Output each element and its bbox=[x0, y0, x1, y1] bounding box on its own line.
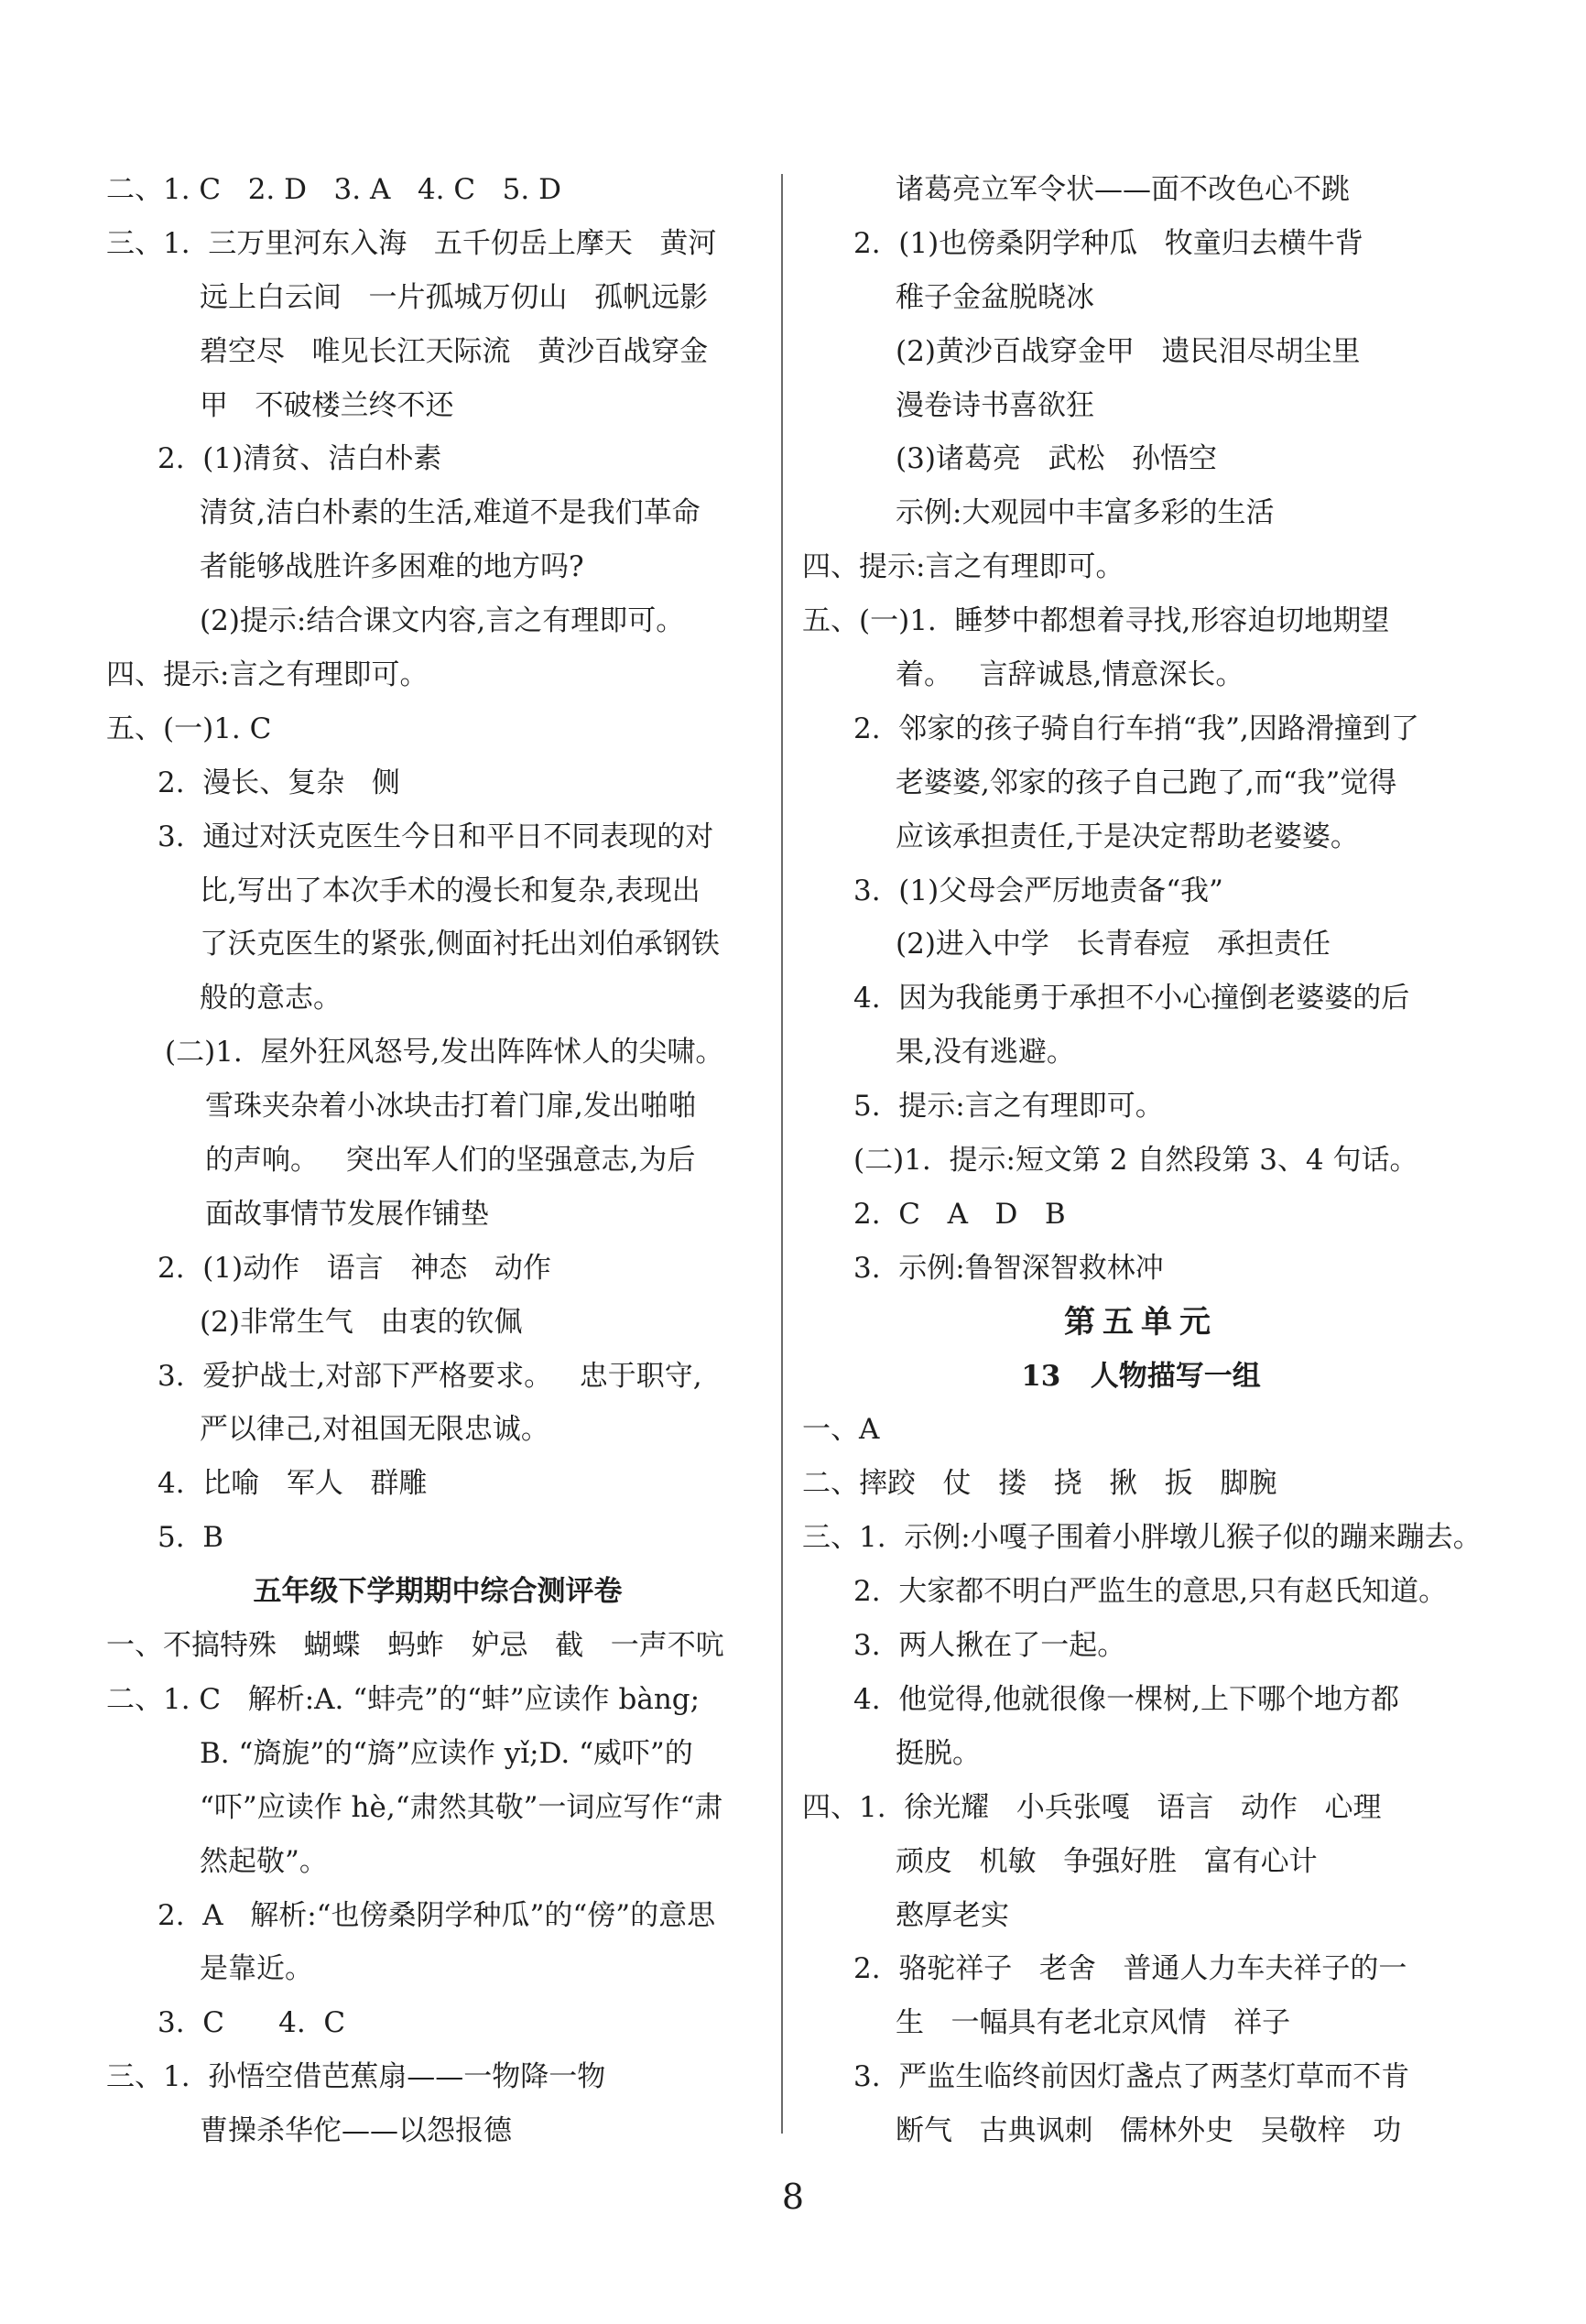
answer-line: 2. 骆驼祥子 老舍 普通人力车夫祥子的一 bbox=[853, 1952, 1407, 1986]
answer-line: (3)诸葛亮 武松 孙悟空 bbox=[896, 442, 1218, 476]
answer-line: 3. C 4. C bbox=[158, 2006, 346, 2040]
answer-line: 3. 示例:鲁智深智救林冲 bbox=[853, 1251, 1164, 1285]
answer-line: 般的意志。 bbox=[200, 982, 342, 1015]
answer-line: 4. 比喻 军人 群雕 bbox=[158, 1467, 428, 1501]
answer-line: 四、提示:言之有理即可。 bbox=[802, 550, 1124, 584]
left-column bbox=[106, 163, 769, 2158]
answer-line: 2. C A D B bbox=[853, 1197, 1066, 1231]
answer-line: 4. 他觉得,他就很像一棵树,上下哪个地方都 bbox=[853, 1682, 1399, 1716]
answer-line: 二、1. C 解析:A. “蚌壳”的“蚌”应读作 bàng; bbox=[106, 1682, 701, 1716]
answer-line: 比,写出了本次手术的漫长和复杂,表现出 bbox=[200, 874, 701, 907]
answer-line: 4. 因为我能勇于承担不小心撞倒老婆婆的后 bbox=[853, 982, 1410, 1015]
answer-line: (二)1. 屋外狂风怒号,发出阵阵怵人的尖啸。 bbox=[165, 1036, 724, 1070]
answer-line: “吓”应读作 hè,“肃然其敬”一词应写作“肃 bbox=[200, 1790, 723, 1824]
answer-line: 2. 邻家的孩子骑自行车捎“我”,因路滑撞到了 bbox=[853, 711, 1419, 745]
answer-line: (2)提示:结合课文内容,言之有理即可。 bbox=[200, 604, 685, 638]
answer-line: 3. 严监生临终前因灯盏点了两茎灯草而不肯 bbox=[853, 2060, 1410, 2094]
answer-line: 憨厚老实 bbox=[896, 1898, 1009, 1932]
column-divider bbox=[781, 174, 783, 2134]
answer-line: 五、(一)1. C bbox=[106, 711, 272, 745]
answer-line: 5. 提示:言之有理即可。 bbox=[853, 1090, 1164, 1124]
answer-line: (2)进入中学 长青春痘 承担责任 bbox=[896, 928, 1331, 961]
answer-line: 二、摔跤 仗 搂 挠 揪 扳 脚腕 bbox=[802, 1467, 1277, 1501]
answer-line: B. “旖旎”的“旖”应读作 yǐ;D. “威吓”的 bbox=[200, 1736, 693, 1770]
answer-line: 顽皮 机敏 争强好胜 富有心计 bbox=[896, 1844, 1318, 1878]
answer-line: 应该承担责任,于是决定帮助老婆婆。 bbox=[896, 820, 1359, 853]
answer-line: 漫卷诗书喜欲狂 bbox=[896, 388, 1094, 422]
answer-line: 面故事情节发展作铺垫 bbox=[205, 1197, 489, 1231]
answer-line: 3. (1)父母会严厉地责备“我” bbox=[853, 874, 1223, 907]
answer-line: 雪珠夹杂着小冰块击打着门扉,发出啪啪 bbox=[205, 1090, 697, 1124]
answer-line: (2)非常生气 由衷的钦佩 bbox=[200, 1305, 523, 1339]
answer-line: 三、1. 示例:小嘎子围着小胖墩儿猴子似的蹦来蹦去。 bbox=[802, 1521, 1482, 1555]
answer-line: 曹操杀华佗——以怨报德 bbox=[200, 2114, 512, 2148]
answer-line: 示例:大观园中丰富多彩的生活 bbox=[896, 496, 1275, 530]
answer-line: 一、不搞特殊 蝴蝶 蚂蚱 妒忌 截 一声不吭 bbox=[106, 1629, 724, 1663]
answer-line: 挺脱。 bbox=[896, 1736, 981, 1770]
answer-line: 然起敬”。 bbox=[200, 1844, 328, 1878]
answer-line: 3. 两人揪在了一起。 bbox=[853, 1629, 1126, 1663]
answer-line: 的声响。 突出军人们的坚强意志,为后 bbox=[205, 1144, 696, 1178]
answer-line: 远上白云间 一片孤城万仞山 孤帆远影 bbox=[200, 280, 709, 314]
section-heading: 五年级下学期期中综合测评卷 bbox=[253, 1575, 623, 1609]
answer-line: 3. 通过对沃克医生今日和平日不同表现的对 bbox=[158, 820, 714, 853]
answer-line: 2. (1)清贫、洁白朴素 bbox=[158, 442, 442, 476]
answer-line: 五、(一)1. 睡梦中都想着寻找,形容迫切地期望 bbox=[802, 604, 1390, 638]
answer-line: 稚子金盆脱晓冰 bbox=[896, 280, 1094, 314]
answer-line: 2. 大家都不明白严监生的意思,只有赵氏知道。 bbox=[853, 1575, 1448, 1609]
answer-line: 四、提示:言之有理即可。 bbox=[106, 658, 429, 692]
answer-line: 清贫,洁白朴素的生活,难道不是我们革命 bbox=[200, 496, 701, 530]
answer-line: 碧空尽 唯见长江天际流 黄沙百战穿金 bbox=[200, 334, 709, 368]
answer-line: 2. (1)动作 语言 神态 动作 bbox=[158, 1251, 551, 1285]
answer-line: 3. 爱护战士,对部下严格要求。 忠于职守, bbox=[158, 1359, 702, 1393]
answer-line: 三、1. 孙悟空借芭蕉扇——一物降一物 bbox=[106, 2060, 606, 2094]
answer-line: 着。 言辞诚恳,情意深长。 bbox=[896, 658, 1244, 692]
answer-line: 了沃克医生的紧张,侧面衬托出刘伯承钢铁 bbox=[200, 928, 720, 961]
answer-line: 四、1. 徐光耀 小兵张嘎 语言 动作 心理 bbox=[802, 1790, 1382, 1824]
answer-line: 者能够战胜许多困难的地方吗? bbox=[200, 550, 584, 584]
answer-line: 5. B bbox=[158, 1521, 224, 1555]
answer-line: 三、1. 三万里河东入海 五千仞岳上摩天 黄河 bbox=[106, 226, 717, 260]
answer-line: 老婆婆,邻家的孩子自己跑了,而“我”觉得 bbox=[896, 766, 1397, 799]
answer-line: 甲 不破楼兰终不还 bbox=[200, 388, 454, 422]
section-heading: 13 人物描写一组 bbox=[1021, 1359, 1261, 1393]
answer-line: (2)黄沙百战穿金甲 遗民泪尽胡尘里 bbox=[896, 334, 1361, 368]
answer-line: 断气 古典讽刺 儒林外史 吴敬梓 功 bbox=[896, 2114, 1402, 2148]
answer-line: 诸葛亮立军令状——面不改色心不跳 bbox=[896, 173, 1350, 206]
right-column bbox=[802, 163, 1480, 2158]
answer-line: 严以律己,对祖国无限忠诚。 bbox=[200, 1413, 549, 1447]
answer-line: 生 一幅具有老北京风情 祥子 bbox=[896, 2006, 1291, 2040]
answer-line: 2. 漫长、复杂 侧 bbox=[158, 766, 400, 799]
answer-line: 果,没有逃避。 bbox=[896, 1036, 1075, 1070]
answer-line: (二)1. 提示:短文第 2 自然段第 3、4 句话。 bbox=[853, 1144, 1418, 1178]
answer-line: 二、1. C 2. D 3. A 4. C 5. D bbox=[106, 173, 561, 206]
page-number: 8 bbox=[781, 2177, 805, 2217]
answer-line: 2. A 解析:“也傍桑阴学种瓜”的“傍”的意思 bbox=[158, 1898, 716, 1932]
answer-line: 是靠近。 bbox=[200, 1952, 313, 1986]
section-heading: 第五单元 bbox=[1064, 1303, 1218, 1341]
answer-line: 2. (1)也傍桑阴学种瓜 牧童归去横牛背 bbox=[853, 226, 1363, 260]
answer-line: 一、A bbox=[802, 1413, 880, 1447]
